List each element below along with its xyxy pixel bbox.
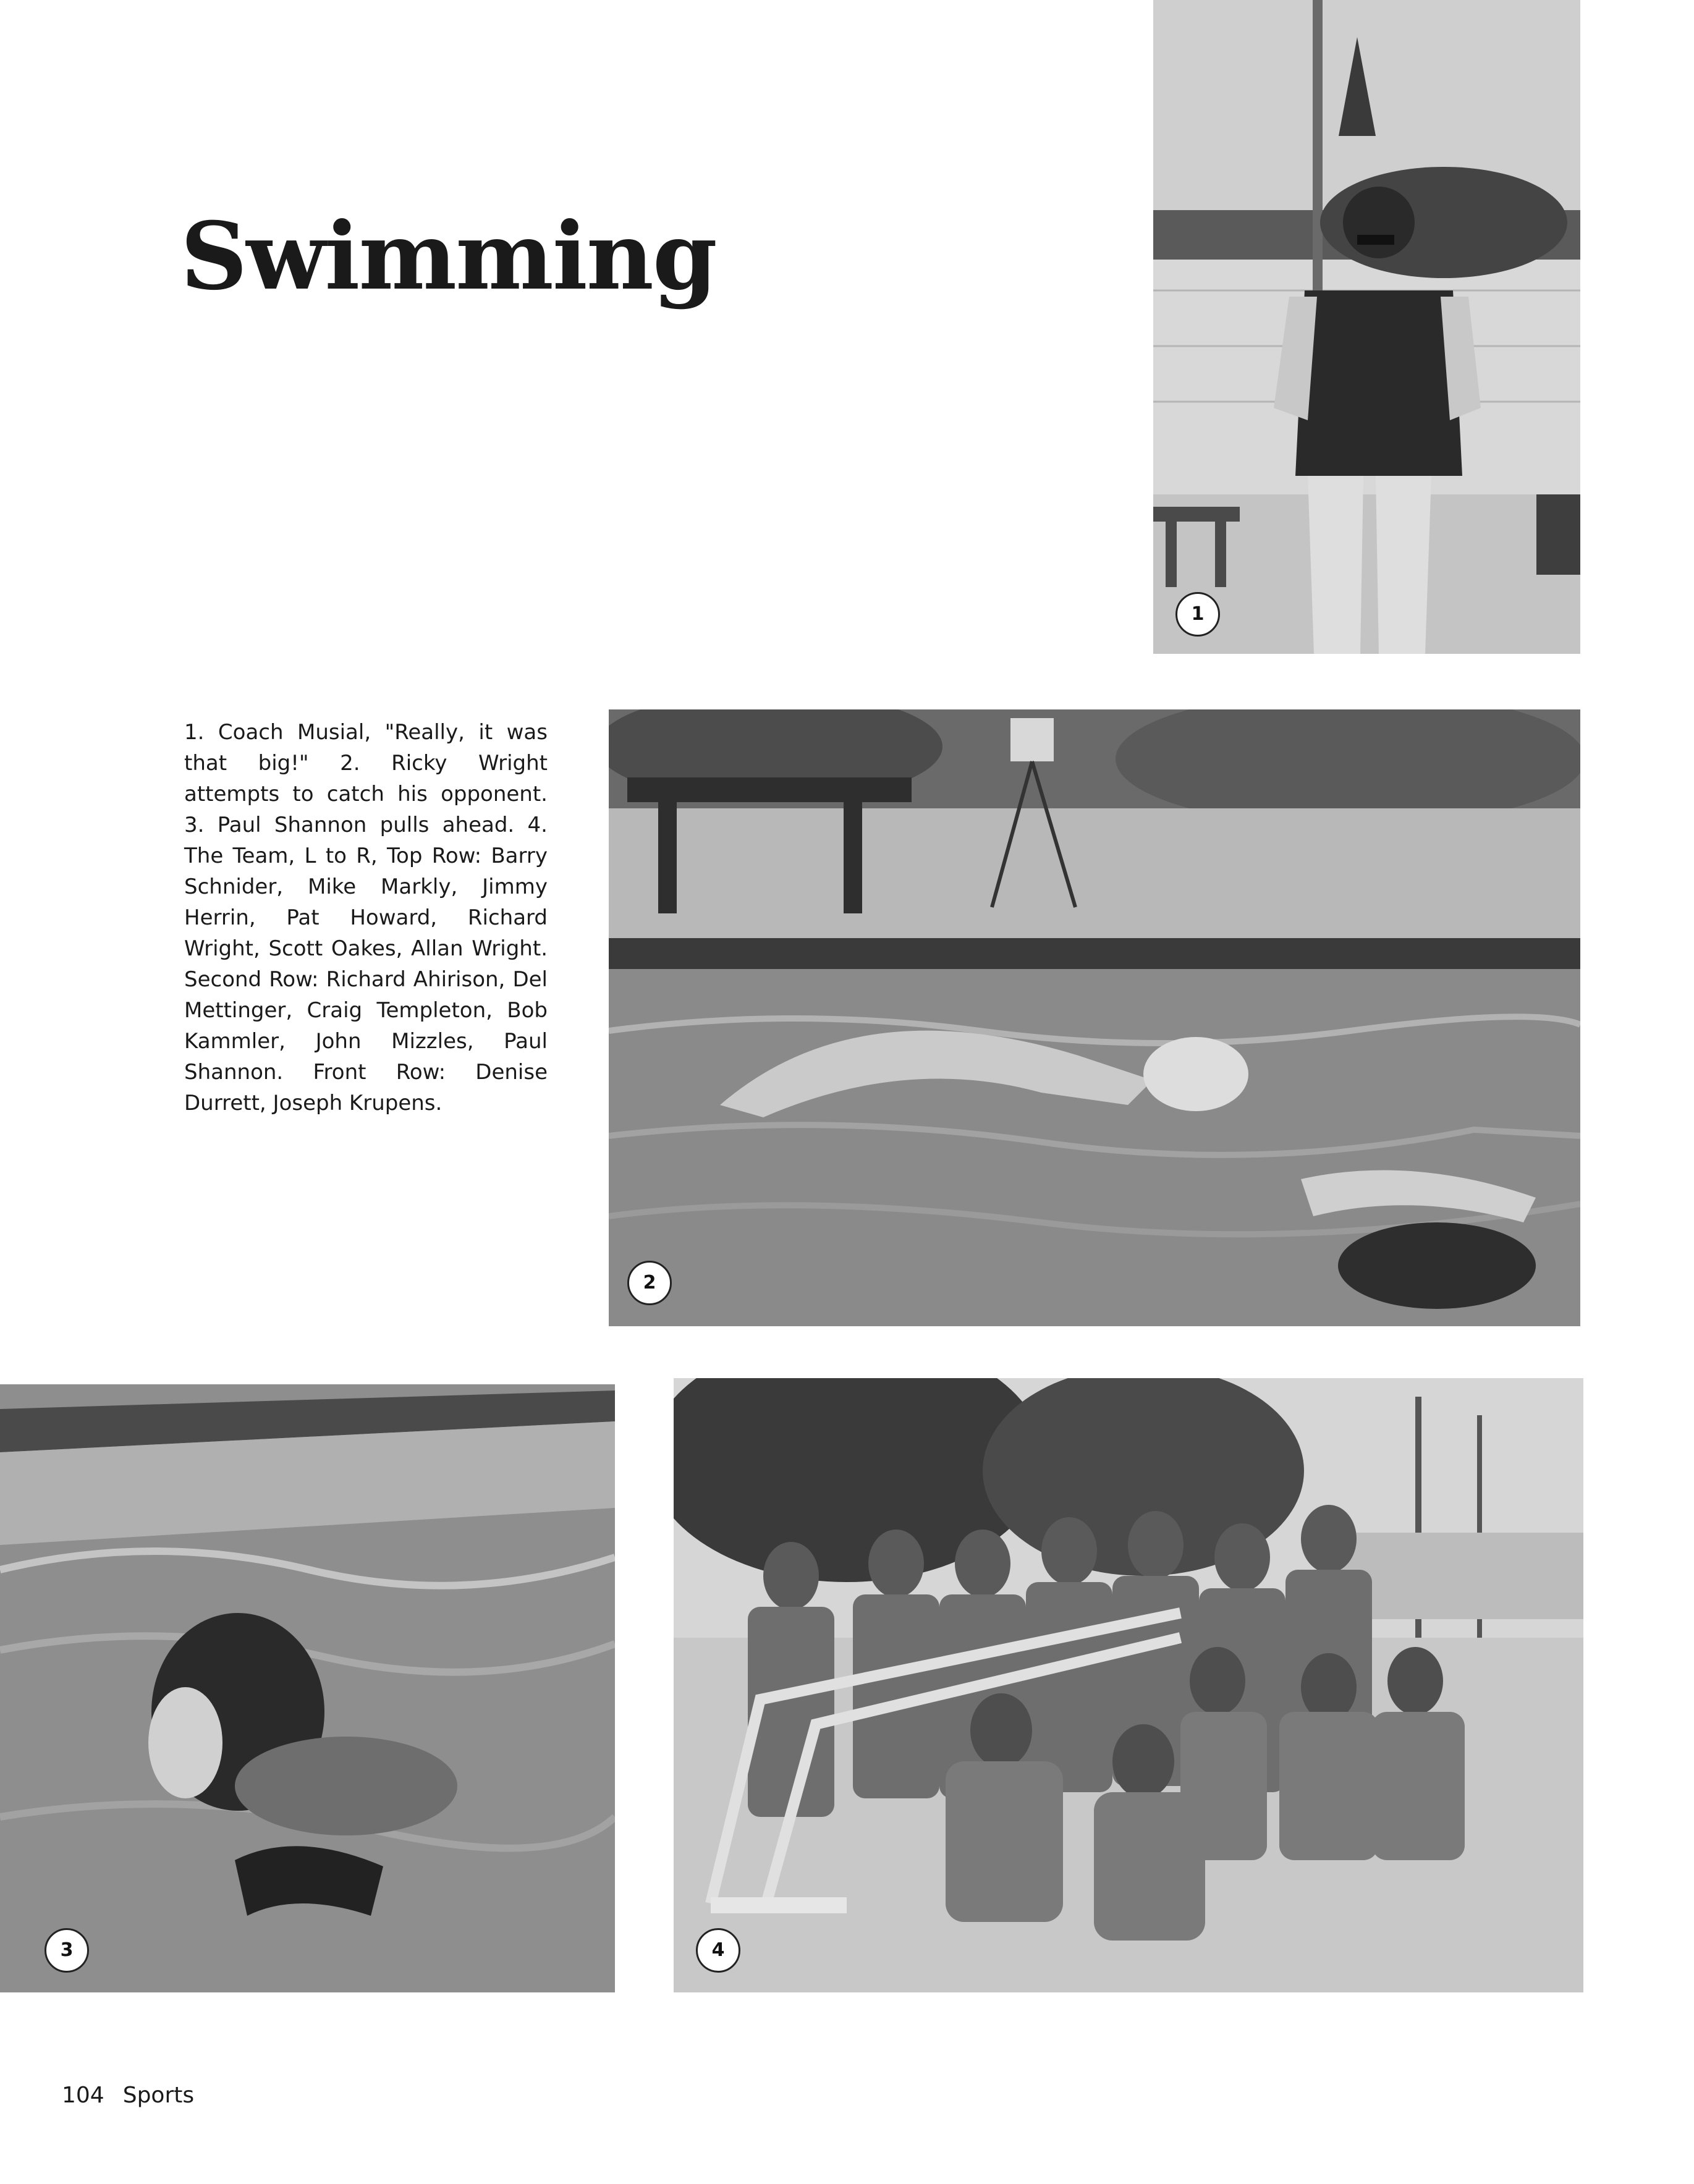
photo-swimmer-close	[0, 1384, 615, 1992]
photo-number-badge: 3	[44, 1928, 89, 1973]
page-title: Swimming	[180, 202, 716, 311]
photo-caption: 1. Coach Musial, "Really, it was that big!" 2. Ricky Wright attempts to catch his opponent. 3. Paul Shannon pulls ahead. 4. The Team, L to R, Top Row: Barry Schnider, Mike Markly, Jimmy Herrin, Pat Howard, Richard Wright, Scott Oakes, Allan Wright. Second Row: Richard Ahirison, Del Mettinger, Craig Templeton, Bob Kammler, John Mizzles, Paul Shannon. Front Row: Denise Durrett, Joseph Krupens.	[184, 720, 548, 1115]
photo-number-badge: 4	[696, 1928, 740, 1973]
section-name: Sports	[122, 2083, 195, 2108]
photo-team-group	[674, 1378, 1583, 1992]
photo-number-badge: 2	[627, 1261, 672, 1305]
page-number: 104	[62, 2083, 104, 2108]
photo-swimmer-freestyle	[609, 709, 1580, 1326]
photo-number-badge: 1	[1175, 592, 1220, 637]
page-footer	[62, 2083, 194, 2108]
photo-coach	[1153, 0, 1580, 654]
